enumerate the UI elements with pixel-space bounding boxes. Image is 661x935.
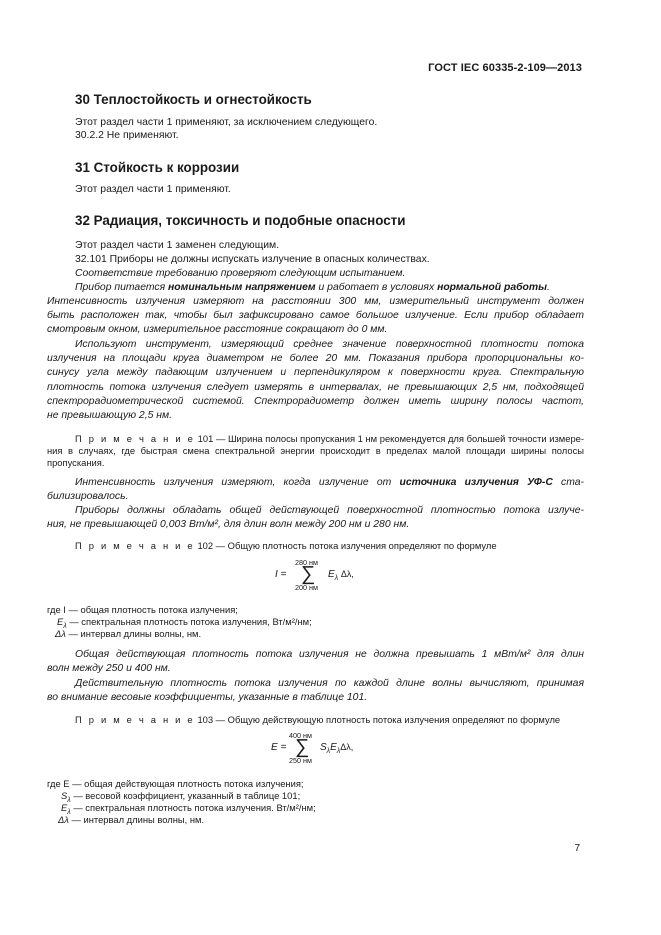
where-2-line-1: где E — общая действующая плотность потока излучения;: [47, 778, 304, 789]
s32-paragraph-8-line-2: волн между 250 и 400 нм.: [47, 663, 171, 674]
s31-paragraph-1: Этот раздел части 1 применяют.: [75, 184, 231, 195]
note-101-line-2: ния в случаях, где быстрая смена спектральной энергии происходит в пределах малой площади ширины полосы: [47, 445, 584, 456]
where-1-line-1: где I — общая плотность потока излучения;: [47, 604, 238, 615]
where-2-line-3: $E_\lambda$ — спектральная плотность потока излучения. Вт/м²/нм;: [61, 802, 316, 816]
page-number: 7: [574, 843, 580, 854]
s32-paragraph-6-line-1: Интенсивность излучения измеряют, когда излучение от источника излучения УФ-С ста-: [75, 477, 584, 488]
formula-1-lower-limit: 200 нм: [295, 583, 318, 592]
formula-effective-flux-density: [271, 731, 394, 771]
formula-2-upper-limit: 400 нм: [289, 731, 312, 740]
section-31-title: 31 Стойкость к коррозии: [75, 160, 240, 175]
s32-compliance-statement: Соответствие требованию проверяют следующим испытанием.: [75, 268, 406, 279]
s32-paragraph-5-line-6: не превышающую 2,5 нм.: [47, 410, 172, 421]
s32-paragraph-9-line-1: Действительную плотность потока излучения по каждой длине волны вычисляют, принимая: [75, 678, 584, 689]
s30-paragraph-2: 30.2.2 Не применяют.: [75, 130, 179, 141]
formula-1-sum-sign: ∑: [301, 563, 316, 585]
s32-paragraph-1: Этот раздел части 1 заменен следующим.: [75, 240, 280, 251]
s32-paragraph-5-line-5: спектрорадиометрической системой. Спектрорадиометр должен иметь ширину полосы частот,: [47, 396, 584, 407]
note-103: П р и м е ч а н и е 103 — Общую действующую плотность потока излучения определяют по формуле: [75, 714, 561, 725]
s32-paragraph-5-line-3: синусу угла между падающим излучением и перпендикуляром к поверхности круга. Спектральную: [47, 367, 584, 378]
s32-paragraph-9-line-2: во внимание весовые коэффициенты, указанные в таблице 101.: [47, 692, 368, 703]
formula-1-term: $E_\lambda$ Δλ,: [328, 569, 354, 582]
s32-paragraph-4-line-2: Интенсивность излучения измеряют на расстоянии 300 мм, измерительный инструмент должен: [47, 296, 584, 307]
formula-2-sum-sign: ∑: [295, 736, 310, 758]
formula-total-flux-density: [275, 558, 383, 598]
s32-paragraph-5-line-4: плотность потока излучения следует измерять в интервалах, не превышающих 2,5 нм, подходящей: [47, 382, 584, 393]
s32-paragraph-7-line-1: Приборы должны обладать общей действующей поверхностной плотностью потока излуче-: [75, 505, 584, 516]
s30-paragraph-1: Этот раздел части 1 применяют, за исключением следующего.: [75, 117, 378, 128]
s32-paragraph-5-line-1: Используют инструмент, измеряющий среднее значение поверхностной плотности потока: [75, 339, 584, 350]
s32-paragraph-5-line-2: излучения на площади круга диаметром не более 20 мм. Показания прибора пропорциональны ко-: [47, 353, 584, 364]
s32-paragraph-8-line-1: Общая действующая плотность потока излучения не должна превышать 1 мВт/м² для длин: [75, 649, 584, 660]
section-32-title: 32 Радиация, токсичность и подобные опасности: [75, 213, 406, 228]
where-1-line-2: $E_\lambda$ — спектральная плотность потока излучения, Вт/м²/нм;: [57, 616, 312, 630]
where-2-line-4: Δλ — интервал длины волны, нм.: [58, 814, 205, 825]
s32-paragraph-4-line-3: быть расположен так, чтобы был зафиксировано самое большое излучение. Если прибор обладает: [47, 310, 584, 321]
formula-1-upper-limit: 280 нм: [295, 558, 318, 567]
s32-paragraph-7-line-2: ния, не превышающей 0,003 Вт/м², для длин волн между 200 нм и 280 нм.: [47, 519, 410, 530]
s32-paragraph-4-line-4: смотровым окном, измерительное расстояние сокращают до 0 мм.: [47, 324, 388, 335]
formula-2-lower-limit: 250 нм: [289, 756, 312, 765]
formula-2-term: $S_\lambda E_\lambda\Delta\lambda$,: [320, 742, 354, 755]
s32-paragraph-6-line-2: билизировалось.: [47, 491, 129, 502]
formula-2-lhs: E =: [271, 742, 287, 753]
note-101-line-3: пропускания.: [47, 457, 105, 468]
where-2-line-2: $S_\lambda$ — весовой коэффициент, указанный в таблице 101;: [61, 790, 301, 804]
where-1-line-3: Δλ — интервал длины волны, нм.: [55, 628, 202, 639]
formula-1-lhs: I =: [275, 569, 287, 580]
standard-code-header: ГОСТ IEC 60335-2-109—2013: [428, 62, 582, 74]
s32-paragraph-2: 32.101 Приборы не должны испускать излучение в опасных количествах.: [75, 254, 430, 265]
note-101-line-1: П р и м е ч а н и е 101 — Ширина полосы пропускания 1 нм рекомендуется для большей точности измере-: [75, 433, 585, 444]
section-30-title: 30 Теплостойкость и огнестойкость: [75, 92, 312, 107]
s32-paragraph-4-line-1: Прибор питается номинальным напряжением и работает в условиях нормальной работы.: [75, 282, 550, 293]
note-102: П р и м е ч а н и е 102 — Общую плотность потока излучения определяют по формуле: [75, 540, 497, 551]
